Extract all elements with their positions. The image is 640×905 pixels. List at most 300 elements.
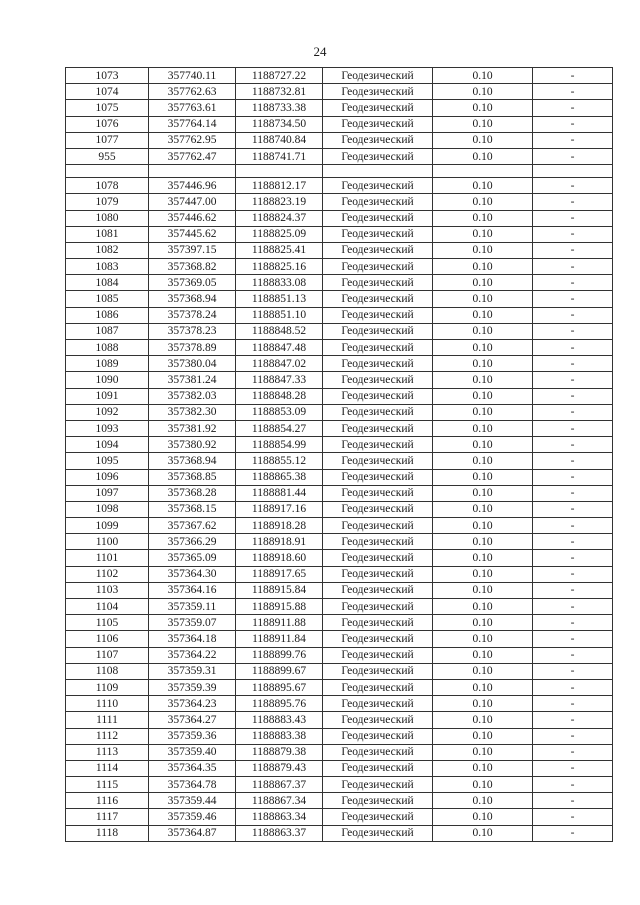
y-coordinate-cell: 1188863.37 — [236, 825, 323, 841]
point-number-cell: 1090 — [66, 372, 149, 388]
note-cell: - — [533, 728, 613, 744]
accuracy-cell: 0.10 — [433, 825, 533, 841]
y-coordinate-cell: 1188823.19 — [236, 194, 323, 210]
point-number-cell: 1118 — [66, 825, 149, 841]
method-cell: Геодезический — [323, 534, 433, 550]
y-coordinate-cell: 1188851.10 — [236, 307, 323, 323]
note-cell: - — [533, 809, 613, 825]
table-row — [66, 84, 613, 100]
x-coordinate-cell: 357364.22 — [149, 647, 236, 663]
accuracy-cell: 0.10 — [433, 388, 533, 404]
note-cell: - — [533, 178, 613, 194]
note-cell: - — [533, 566, 613, 582]
x-coordinate-cell: 357764.14 — [149, 116, 236, 132]
point-number-cell: 1103 — [66, 582, 149, 598]
table-row — [66, 210, 613, 226]
point-number-cell: 1096 — [66, 469, 149, 485]
y-coordinate-cell: 1188915.84 — [236, 582, 323, 598]
method-cell: Геодезический — [323, 485, 433, 501]
point-number-cell: 1077 — [66, 132, 149, 148]
point-number-cell: 1078 — [66, 178, 149, 194]
table-row — [66, 760, 613, 776]
y-coordinate-cell: 1188741.71 — [236, 148, 323, 164]
accuracy-cell: 0.10 — [433, 615, 533, 631]
x-coordinate-cell: 357762.47 — [149, 148, 236, 164]
y-coordinate-cell: 1188895.67 — [236, 679, 323, 695]
table-row — [66, 291, 613, 307]
table-row — [66, 132, 613, 148]
table-row — [66, 404, 613, 420]
point-number-cell: 1114 — [66, 760, 149, 776]
note-cell: - — [533, 420, 613, 436]
table-row — [66, 437, 613, 453]
x-coordinate-cell: 357359.07 — [149, 615, 236, 631]
method-cell: Геодезический — [323, 178, 433, 194]
note-cell: - — [533, 469, 613, 485]
point-number-cell: 1097 — [66, 485, 149, 501]
method-cell — [323, 165, 433, 178]
x-coordinate-cell: 357380.04 — [149, 356, 236, 372]
x-coordinate-cell: 357364.35 — [149, 760, 236, 776]
y-coordinate-cell: 1188883.38 — [236, 728, 323, 744]
y-coordinate-cell: 1188825.41 — [236, 242, 323, 258]
note-cell: - — [533, 404, 613, 420]
table-row — [66, 485, 613, 501]
point-number-cell: 1080 — [66, 210, 149, 226]
point-number-cell: 1105 — [66, 615, 149, 631]
note-cell: - — [533, 760, 613, 776]
method-cell: Геодезический — [323, 760, 433, 776]
x-coordinate-cell: 357364.27 — [149, 712, 236, 728]
method-cell: Геодезический — [323, 84, 433, 100]
table-row — [66, 165, 613, 178]
method-cell: Геодезический — [323, 388, 433, 404]
point-number-cell: 955 — [66, 148, 149, 164]
method-cell: Геодезический — [323, 566, 433, 582]
y-coordinate-cell: 1188854.27 — [236, 420, 323, 436]
x-coordinate-cell: 357368.28 — [149, 485, 236, 501]
accuracy-cell: 0.10 — [433, 307, 533, 323]
note-cell: - — [533, 68, 613, 84]
accuracy-cell: 0.10 — [433, 68, 533, 84]
y-coordinate-cell: 1188825.16 — [236, 259, 323, 275]
x-coordinate-cell: 357368.94 — [149, 291, 236, 307]
x-coordinate-cell: 357447.00 — [149, 194, 236, 210]
note-cell: - — [533, 275, 613, 291]
table-row — [66, 178, 613, 194]
point-number-cell: 1108 — [66, 663, 149, 679]
coordinates-table — [65, 67, 613, 842]
note-cell: - — [533, 793, 613, 809]
accuracy-cell: 0.10 — [433, 437, 533, 453]
note-cell: - — [533, 356, 613, 372]
accuracy-cell: 0.10 — [433, 728, 533, 744]
method-cell: Геодезический — [323, 647, 433, 663]
point-number-cell: 1101 — [66, 550, 149, 566]
x-coordinate-cell: 357364.16 — [149, 582, 236, 598]
accuracy-cell: 0.10 — [433, 582, 533, 598]
note-cell: - — [533, 534, 613, 550]
table-row — [66, 615, 613, 631]
accuracy-cell: 0.10 — [433, 420, 533, 436]
method-cell: Геодезический — [323, 404, 433, 420]
note-cell: - — [533, 631, 613, 647]
point-number-cell: 1115 — [66, 777, 149, 793]
x-coordinate-cell: 357364.23 — [149, 696, 236, 712]
x-coordinate-cell: 357368.94 — [149, 453, 236, 469]
table-row — [66, 242, 613, 258]
point-number-cell — [66, 165, 149, 178]
accuracy-cell: 0.10 — [433, 809, 533, 825]
accuracy-cell: 0.10 — [433, 550, 533, 566]
x-coordinate-cell: 357366.29 — [149, 534, 236, 550]
table-row — [66, 148, 613, 164]
method-cell: Геодезический — [323, 372, 433, 388]
note-cell: - — [533, 242, 613, 258]
point-number-cell: 1106 — [66, 631, 149, 647]
method-cell: Геодезический — [323, 679, 433, 695]
y-coordinate-cell: 1188833.08 — [236, 275, 323, 291]
y-coordinate-cell: 1188899.76 — [236, 647, 323, 663]
table-row — [66, 340, 613, 356]
x-coordinate-cell: 357381.92 — [149, 420, 236, 436]
note-cell: - — [533, 825, 613, 841]
table-body — [66, 68, 613, 842]
note-cell: - — [533, 148, 613, 164]
x-coordinate-cell: 357369.05 — [149, 275, 236, 291]
method-cell: Геодезический — [323, 291, 433, 307]
point-number-cell: 1093 — [66, 420, 149, 436]
method-cell: Геодезический — [323, 275, 433, 291]
note-cell: - — [533, 84, 613, 100]
accuracy-cell: 0.10 — [433, 275, 533, 291]
x-coordinate-cell: 357763.61 — [149, 100, 236, 116]
y-coordinate-cell: 1188825.09 — [236, 226, 323, 242]
accuracy-cell: 0.10 — [433, 194, 533, 210]
note-cell: - — [533, 679, 613, 695]
table-row — [66, 793, 613, 809]
method-cell: Геодезический — [323, 259, 433, 275]
accuracy-cell: 0.10 — [433, 100, 533, 116]
y-coordinate-cell: 1188853.09 — [236, 404, 323, 420]
table-row — [66, 647, 613, 663]
table-row — [66, 518, 613, 534]
table-row — [66, 372, 613, 388]
point-number-cell: 1116 — [66, 793, 149, 809]
accuracy-cell: 0.10 — [433, 631, 533, 647]
accuracy-cell: 0.10 — [433, 777, 533, 793]
point-number-cell: 1098 — [66, 501, 149, 517]
y-coordinate-cell: 1188851.13 — [236, 291, 323, 307]
y-coordinate-cell: 1188917.16 — [236, 501, 323, 517]
method-cell: Геодезический — [323, 728, 433, 744]
point-number-cell: 1099 — [66, 518, 149, 534]
point-number-cell: 1084 — [66, 275, 149, 291]
accuracy-cell: 0.10 — [433, 340, 533, 356]
method-cell: Геодезический — [323, 809, 433, 825]
point-number-cell: 1088 — [66, 340, 149, 356]
table-row — [66, 453, 613, 469]
note-cell: - — [533, 259, 613, 275]
table-row — [66, 194, 613, 210]
point-number-cell: 1095 — [66, 453, 149, 469]
note-cell: - — [533, 501, 613, 517]
method-cell: Геодезический — [323, 615, 433, 631]
method-cell: Геодезический — [323, 663, 433, 679]
y-coordinate-cell: 1188847.48 — [236, 340, 323, 356]
note-cell: - — [533, 777, 613, 793]
accuracy-cell: 0.10 — [433, 84, 533, 100]
note-cell: - — [533, 696, 613, 712]
table-row — [66, 68, 613, 84]
table-row — [66, 663, 613, 679]
accuracy-cell: 0.10 — [433, 485, 533, 501]
point-number-cell: 1109 — [66, 679, 149, 695]
note-cell: - — [533, 372, 613, 388]
x-coordinate-cell: 357380.92 — [149, 437, 236, 453]
table-row — [66, 501, 613, 517]
accuracy-cell: 0.10 — [433, 148, 533, 164]
accuracy-cell: 0.10 — [433, 178, 533, 194]
method-cell: Геодезический — [323, 437, 433, 453]
method-cell: Геодезический — [323, 340, 433, 356]
y-coordinate-cell: 1188732.81 — [236, 84, 323, 100]
y-coordinate-cell: 1188865.38 — [236, 469, 323, 485]
note-cell: - — [533, 194, 613, 210]
accuracy-cell: 0.10 — [433, 132, 533, 148]
table-row — [66, 631, 613, 647]
x-coordinate-cell: 357367.62 — [149, 518, 236, 534]
method-cell: Геодезический — [323, 68, 433, 84]
x-coordinate-cell: 357740.11 — [149, 68, 236, 84]
y-coordinate-cell: 1188915.88 — [236, 599, 323, 615]
y-coordinate-cell: 1188899.67 — [236, 663, 323, 679]
y-coordinate-cell: 1188879.43 — [236, 760, 323, 776]
point-number-cell: 1112 — [66, 728, 149, 744]
y-coordinate-cell: 1188917.65 — [236, 566, 323, 582]
table-row — [66, 809, 613, 825]
y-coordinate-cell: 1188812.17 — [236, 178, 323, 194]
accuracy-cell: 0.10 — [433, 356, 533, 372]
y-coordinate-cell: 1188918.28 — [236, 518, 323, 534]
table-row — [66, 388, 613, 404]
accuracy-cell: 0.10 — [433, 404, 533, 420]
note-cell: - — [533, 291, 613, 307]
x-coordinate-cell: 357762.63 — [149, 84, 236, 100]
note-cell: - — [533, 599, 613, 615]
method-cell: Геодезический — [323, 550, 433, 566]
table-row — [66, 116, 613, 132]
x-coordinate-cell: 357359.36 — [149, 728, 236, 744]
method-cell: Геодезический — [323, 777, 433, 793]
y-coordinate-cell: 1188867.37 — [236, 777, 323, 793]
method-cell: Геодезический — [323, 793, 433, 809]
accuracy-cell: 0.10 — [433, 760, 533, 776]
accuracy-cell: 0.10 — [433, 712, 533, 728]
x-coordinate-cell: 357378.23 — [149, 323, 236, 339]
y-coordinate-cell: 1188911.88 — [236, 615, 323, 631]
x-coordinate-cell: 357364.30 — [149, 566, 236, 582]
x-coordinate-cell: 357368.15 — [149, 501, 236, 517]
accuracy-cell: 0.10 — [433, 599, 533, 615]
point-number-cell: 1104 — [66, 599, 149, 615]
point-number-cell: 1083 — [66, 259, 149, 275]
x-coordinate-cell: 357446.96 — [149, 178, 236, 194]
accuracy-cell: 0.10 — [433, 696, 533, 712]
y-coordinate-cell: 1188895.76 — [236, 696, 323, 712]
point-number-cell: 1100 — [66, 534, 149, 550]
y-coordinate-cell — [236, 165, 323, 178]
accuracy-cell: 0.10 — [433, 291, 533, 307]
table-row — [66, 777, 613, 793]
table-row — [66, 582, 613, 598]
accuracy-cell: 0.10 — [433, 453, 533, 469]
x-coordinate-cell: 357378.24 — [149, 307, 236, 323]
y-coordinate-cell: 1188847.33 — [236, 372, 323, 388]
x-coordinate-cell: 357445.62 — [149, 226, 236, 242]
accuracy-cell: 0.10 — [433, 518, 533, 534]
y-coordinate-cell: 1188727.22 — [236, 68, 323, 84]
note-cell: - — [533, 116, 613, 132]
table-row — [66, 550, 613, 566]
y-coordinate-cell: 1188848.28 — [236, 388, 323, 404]
note-cell: - — [533, 744, 613, 760]
point-number-cell: 1110 — [66, 696, 149, 712]
note-cell: - — [533, 307, 613, 323]
method-cell: Геодезический — [323, 599, 433, 615]
point-number-cell: 1081 — [66, 226, 149, 242]
y-coordinate-cell: 1188848.52 — [236, 323, 323, 339]
point-number-cell: 1086 — [66, 307, 149, 323]
accuracy-cell: 0.10 — [433, 116, 533, 132]
table-row — [66, 825, 613, 841]
note-cell: - — [533, 388, 613, 404]
x-coordinate-cell: 357368.82 — [149, 259, 236, 275]
note-cell: - — [533, 323, 613, 339]
note-cell: - — [533, 518, 613, 534]
accuracy-cell: 0.10 — [433, 566, 533, 582]
y-coordinate-cell: 1188847.02 — [236, 356, 323, 372]
accuracy-cell: 0.10 — [433, 501, 533, 517]
point-number-cell: 1102 — [66, 566, 149, 582]
x-coordinate-cell: 357364.78 — [149, 777, 236, 793]
x-coordinate-cell: 357365.09 — [149, 550, 236, 566]
point-number-cell: 1092 — [66, 404, 149, 420]
method-cell: Геодезический — [323, 226, 433, 242]
y-coordinate-cell: 1188883.43 — [236, 712, 323, 728]
x-coordinate-cell — [149, 165, 236, 178]
accuracy-cell — [433, 165, 533, 178]
note-cell: - — [533, 226, 613, 242]
point-number-cell: 1107 — [66, 647, 149, 663]
note-cell: - — [533, 712, 613, 728]
y-coordinate-cell: 1188863.34 — [236, 809, 323, 825]
point-number-cell: 1094 — [66, 437, 149, 453]
accuracy-cell: 0.10 — [433, 793, 533, 809]
point-number-cell: 1073 — [66, 68, 149, 84]
method-cell: Геодезический — [323, 453, 433, 469]
method-cell: Геодезический — [323, 323, 433, 339]
x-coordinate-cell: 357382.30 — [149, 404, 236, 420]
x-coordinate-cell: 357382.03 — [149, 388, 236, 404]
y-coordinate-cell: 1188854.99 — [236, 437, 323, 453]
note-cell: - — [533, 132, 613, 148]
method-cell: Геодезический — [323, 825, 433, 841]
point-number-cell: 1089 — [66, 356, 149, 372]
note-cell: - — [533, 437, 613, 453]
method-cell: Геодезический — [323, 356, 433, 372]
accuracy-cell: 0.10 — [433, 469, 533, 485]
table-row — [66, 100, 613, 116]
table-row — [66, 259, 613, 275]
x-coordinate-cell: 357364.87 — [149, 825, 236, 841]
accuracy-cell: 0.10 — [433, 323, 533, 339]
note-cell: - — [533, 647, 613, 663]
method-cell: Геодезический — [323, 194, 433, 210]
table-row — [66, 356, 613, 372]
point-number-cell: 1075 — [66, 100, 149, 116]
method-cell: Геодезический — [323, 116, 433, 132]
y-coordinate-cell: 1188733.38 — [236, 100, 323, 116]
table-row — [66, 323, 613, 339]
note-cell: - — [533, 100, 613, 116]
table-row — [66, 744, 613, 760]
note-cell: - — [533, 663, 613, 679]
y-coordinate-cell: 1188824.37 — [236, 210, 323, 226]
note-cell: - — [533, 615, 613, 631]
method-cell: Геодезический — [323, 210, 433, 226]
method-cell: Геодезический — [323, 744, 433, 760]
table-row — [66, 420, 613, 436]
accuracy-cell: 0.10 — [433, 679, 533, 695]
note-cell: - — [533, 550, 613, 566]
table-row — [66, 226, 613, 242]
point-number-cell: 1091 — [66, 388, 149, 404]
accuracy-cell: 0.10 — [433, 259, 533, 275]
table-row — [66, 469, 613, 485]
x-coordinate-cell: 357359.44 — [149, 793, 236, 809]
method-cell: Геодезический — [323, 242, 433, 258]
x-coordinate-cell: 357359.46 — [149, 809, 236, 825]
accuracy-cell: 0.10 — [433, 534, 533, 550]
method-cell: Геодезический — [323, 420, 433, 436]
note-cell: - — [533, 340, 613, 356]
point-number-cell: 1079 — [66, 194, 149, 210]
x-coordinate-cell: 357368.85 — [149, 469, 236, 485]
point-number-cell: 1117 — [66, 809, 149, 825]
page-number: 24 — [313, 44, 327, 59]
method-cell: Геодезический — [323, 469, 433, 485]
table-row — [66, 696, 613, 712]
accuracy-cell: 0.10 — [433, 210, 533, 226]
x-coordinate-cell: 357359.11 — [149, 599, 236, 615]
x-coordinate-cell: 357762.95 — [149, 132, 236, 148]
method-cell: Геодезический — [323, 518, 433, 534]
accuracy-cell: 0.10 — [433, 744, 533, 760]
table-row — [66, 728, 613, 744]
y-coordinate-cell: 1188881.44 — [236, 485, 323, 501]
y-coordinate-cell: 1188911.84 — [236, 631, 323, 647]
table-row — [66, 275, 613, 291]
method-cell: Геодезический — [323, 631, 433, 647]
x-coordinate-cell: 357359.40 — [149, 744, 236, 760]
method-cell: Геодезический — [323, 582, 433, 598]
y-coordinate-cell: 1188855.12 — [236, 453, 323, 469]
point-number-cell: 1113 — [66, 744, 149, 760]
y-coordinate-cell: 1188867.34 — [236, 793, 323, 809]
y-coordinate-cell: 1188740.84 — [236, 132, 323, 148]
point-number-cell: 1085 — [66, 291, 149, 307]
